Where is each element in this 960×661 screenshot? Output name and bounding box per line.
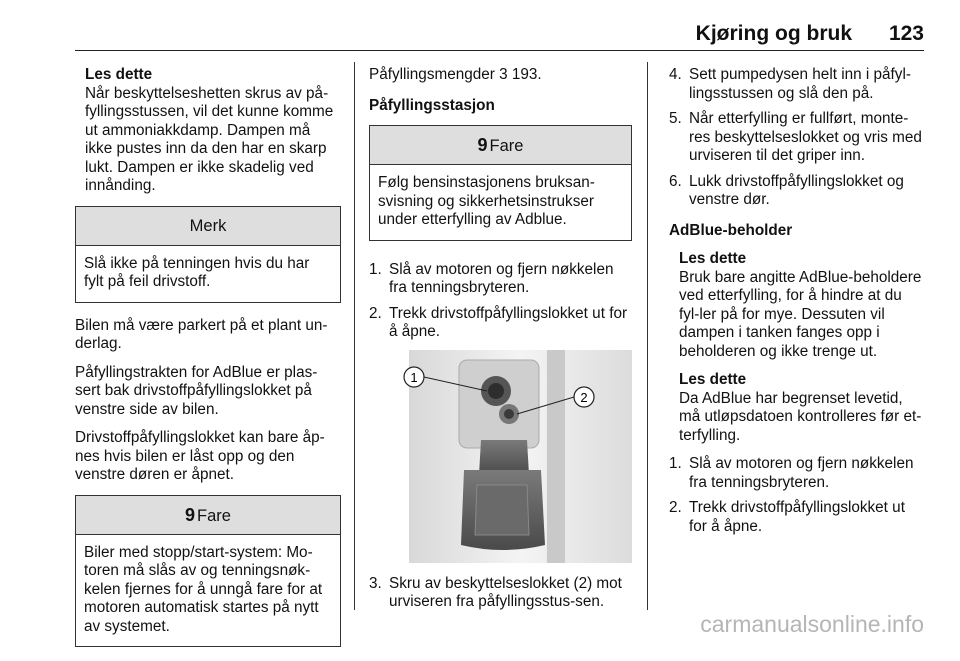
column-divider-1 xyxy=(354,62,355,610)
list-item: 3. Skru av beskyttelseslokket (2) mot urviseren fra påfyllingsstus-sen. xyxy=(369,574,622,610)
fare-heading-text: Fare xyxy=(489,137,524,155)
list-item: 4. Sett pumpedysen helt inn i påfyl-lingsstussen og slå den på. xyxy=(669,66,911,102)
steps-list xyxy=(669,66,926,210)
column-2 xyxy=(369,66,632,619)
note-text: Bruk bare angitte AdBlue-beholdere ved etterfylling, for å hindre at du fyl-ler på for mye. Dessuten vil dampen i tanken fanges opp i beholderen og ikke trenge ut. xyxy=(679,268,922,360)
header-rule xyxy=(75,50,924,51)
section-heading: AdBlue-beholder xyxy=(669,221,793,239)
note-text: Når beskyttelseshetten skrus av på-fyllingsstussen, vil det kunne komme ut ammoniakkdamp. Dampen må ikke pustes inn da den har en skarp lukt. Dampen er ikke skadelig ved innånding. xyxy=(85,84,334,194)
reference-arrow-icon: 3 xyxy=(499,66,508,83)
fare-box-heading xyxy=(76,496,340,535)
fare-heading-text: Fare xyxy=(197,506,231,525)
list-item: 1. Slå av motoren og fjern nøkkelen fra tenningsbryteren. xyxy=(369,260,614,296)
page-number: 123 xyxy=(888,22,924,45)
list-item: 5. Når etterfylling er fullført, monte-res beskyttelseslokket og vris med urviseren til det griper inn. xyxy=(669,110,922,164)
note-heading: Les dette xyxy=(679,250,747,267)
fare-box-heading xyxy=(370,126,631,165)
merk-box xyxy=(75,206,341,303)
merk-box-text: Slå ikke på tenningen hvis du har fylt på feil drivstoff. xyxy=(84,254,310,290)
warning-icon: 9 xyxy=(185,504,196,525)
list-item: 1. Slå av motoren og fjern nøkkelen fra tenningsbryteren. xyxy=(669,455,914,491)
note-heading: Les dette xyxy=(679,371,747,388)
paragraph: Påfyllingstrakten for AdBlue er plas-sert bak drivstoffpåfyllingslokket på venstre side av bilen. xyxy=(75,363,318,418)
column-divider-2 xyxy=(647,62,648,610)
column-3 xyxy=(669,66,926,543)
note-les-dette xyxy=(669,371,926,445)
list-item: 2. Trekk drivstoffpåfyllingslokket ut for å åpne. xyxy=(369,304,628,340)
fare-box xyxy=(75,495,341,648)
paragraph: Drivstoffpåfyllingslokket kan bare åp-nes hvis bilen er låst opp og den venstre døren er åpnet. xyxy=(75,429,325,483)
note-les-dette xyxy=(75,66,341,196)
column-1 xyxy=(75,66,341,661)
note-heading: Les dette xyxy=(85,66,153,83)
callout-2: 2 xyxy=(580,389,588,405)
list-item: 2. Trekk drivstoffpåfyllingslokket ut for å åpne. xyxy=(669,499,905,535)
warning-icon: 9 xyxy=(477,135,488,155)
list-item: 6. Lukk drivstoffpåfyllingslokket og venstre dør. xyxy=(669,172,904,208)
fare-box xyxy=(369,125,632,241)
callout-1: 1 xyxy=(410,369,418,385)
section-heading: Påfyllingsstasjon xyxy=(369,96,495,114)
steps-list xyxy=(369,261,632,342)
fare-box-text: Biler med stopp/start-system: Mo-toren må slås av og tenningsnøk-kelen fjernes for å unngå fare for at motoren automatisk startes på nytt av systemet. xyxy=(84,543,323,635)
cross-reference xyxy=(369,66,632,85)
fare-box-text: Følg bensinstasjonens bruksan-svisning og sikkerhetsinstrukser under etterfylling av Adblue. xyxy=(378,174,595,228)
reference-page: 193. xyxy=(511,66,542,83)
page-header-title: Kjøring og bruk xyxy=(695,22,852,45)
watermark: carmanualsonline.info xyxy=(700,611,924,637)
note-text: Da AdBlue har begrenset levetid, må utløpsdatoen kontrolleres før et-terfylling. xyxy=(679,389,922,444)
steps-list xyxy=(369,575,632,612)
steps-list xyxy=(669,455,926,536)
reference-text: Påfyllingsmengder xyxy=(369,66,495,83)
paragraph: Bilen må være parkert på et plant un-derlag. xyxy=(75,316,328,352)
note-les-dette xyxy=(669,250,926,361)
fuel-flap-illustration xyxy=(369,350,632,563)
merk-box-heading: Merk xyxy=(76,207,340,246)
